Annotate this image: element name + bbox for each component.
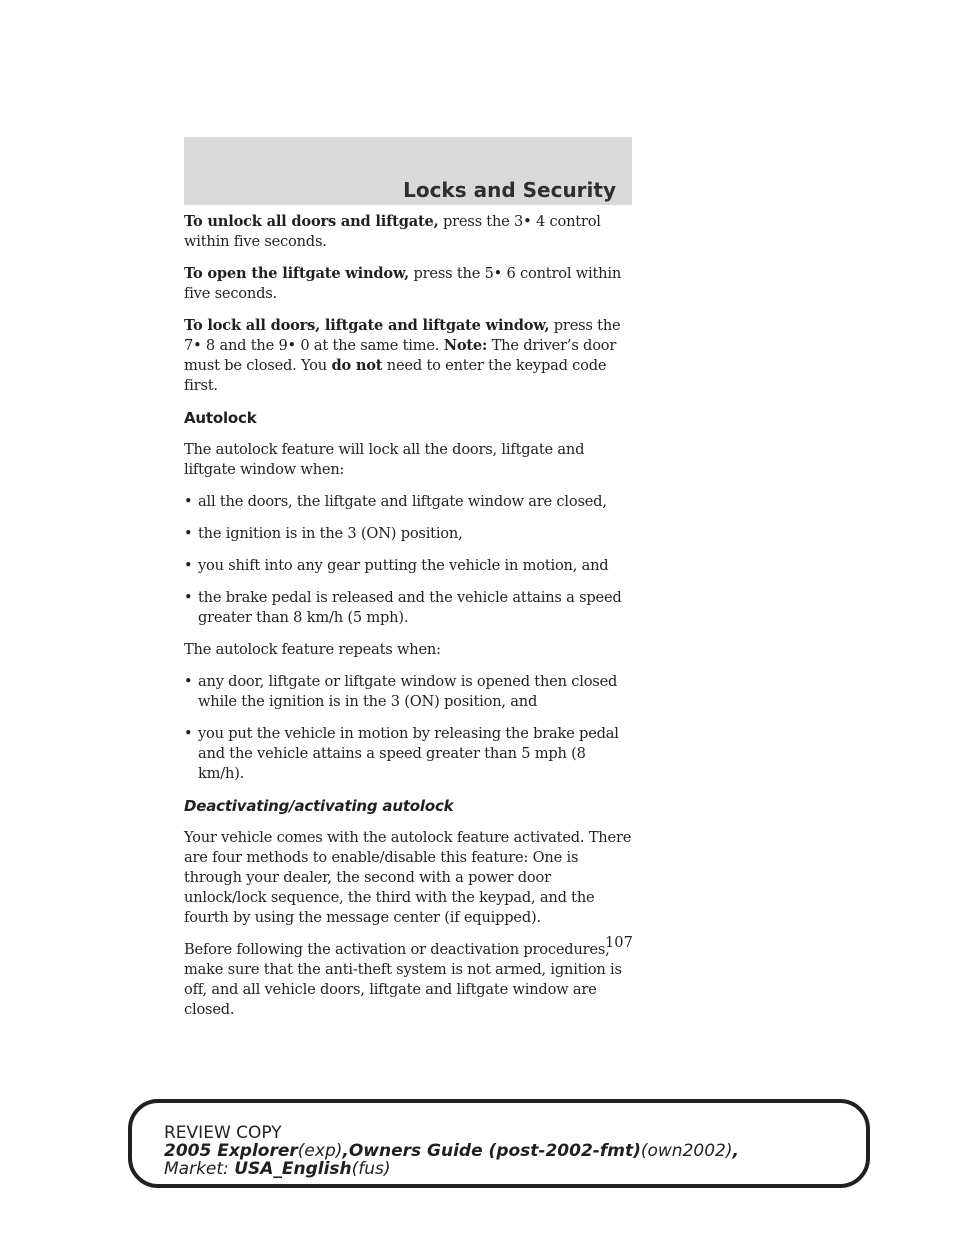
section-title: Locks and Security (403, 178, 616, 202)
market-code: (fus) (351, 1159, 391, 1179)
list-item (184, 492, 632, 512)
keypad-liftgate-lead: To open the liftgate window, (184, 265, 410, 282)
review-market-line (164, 1160, 739, 1178)
review-copy-label: REVIEW COPY (164, 1123, 282, 1143)
section-header-band (184, 137, 632, 205)
bullet-icon: • (184, 525, 193, 542)
deactivating-paragraph-2: Before following the activation or deactivation procedures, make sure that the anti-theft system is not armed, ignition is off, and all vehicle doors, liftgate and liftgate window are closed. (184, 941, 622, 1018)
keypad-unlock-paragraph (184, 212, 632, 252)
bullet-icon: • (184, 725, 193, 742)
do-not-emphasis: do not (331, 357, 383, 374)
list-item (184, 672, 632, 712)
note-tail: need to enter the keypad code first. (184, 357, 607, 394)
list-item (184, 556, 632, 576)
list-item (184, 524, 632, 544)
market-name: USA_English (234, 1159, 352, 1179)
bullet-icon: • (184, 589, 193, 606)
autolock-intro: The autolock feature will lock all the doors, liftgate and liftgate window when: (184, 441, 585, 478)
bullet-icon: • (184, 557, 193, 574)
list-item-text: the brake pedal is released and the vehicle attains a speed greater than 8 km/h (5 mph). (198, 589, 622, 626)
list-item (184, 724, 632, 784)
keypad-liftgate-paragraph (184, 264, 632, 304)
list-item-text: any door, liftgate or liftgate window is opened then closed while the ignition is in the 3 (ON) position, and (198, 673, 618, 710)
deactivating-paragraph-1: Your vehicle comes with the autolock feature activated. There are four methods to enable/disable this feature: One is through your dealer, the second with a power door unlock/lock sequence, the third with the keypad, and the fourth by using the message center (if equipped). (184, 829, 632, 926)
list-item-text: the ignition is in the 3 (ON) position, (198, 525, 463, 542)
list-item (184, 588, 632, 628)
autolock-conditions-list (184, 492, 632, 628)
model-name: 2005 Explorer (164, 1141, 298, 1161)
keypad-liftgate-text: press the 5• 6 control within five seconds. (184, 265, 622, 302)
autolock-repeat-list (184, 672, 632, 784)
note-text: The driver’s door must be closed. You (184, 337, 617, 374)
list-item-text: all the doors, the liftgate and liftgate window are closed, (198, 493, 607, 510)
model-code: (exp) (297, 1141, 343, 1161)
list-item-text: you shift into any gear putting the vehicle in motion, and (198, 557, 609, 574)
page-content (184, 212, 632, 1032)
guide-name: Owners Guide (post-2002-fmt) (348, 1141, 641, 1161)
keypad-lock-paragraph (184, 316, 632, 396)
separator: , (342, 1141, 349, 1161)
market-label: Market: (164, 1159, 229, 1179)
keypad-lock-lead: To lock all doors, liftgate and liftgate window, (184, 317, 550, 334)
autolock-repeat-intro: The autolock feature repeats when: (184, 641, 441, 658)
separator: , (732, 1141, 739, 1161)
note-label: Note: (443, 337, 488, 354)
page-number: 107 (605, 934, 633, 951)
keypad-unlock-lead: To unlock all doors and liftgate, (184, 213, 439, 230)
guide-code: (own2002) (640, 1141, 733, 1161)
keypad-unlock-text: press the 3• 4 control within five seconds. (184, 213, 601, 250)
list-item-text: you put the vehicle in motion by releasing the brake pedal and the vehicle attains a speed greater than 5 mph (8 km/h). (198, 725, 619, 782)
autolock-heading: Autolock (184, 409, 257, 427)
bullet-icon: • (184, 673, 193, 690)
keypad-lock-text: press the 7• 8 and the 9• 0 at the same time. (184, 317, 621, 354)
review-copy-text (164, 1124, 739, 1178)
deactivating-heading: Deactivating/activating autolock (184, 797, 454, 815)
review-model-line (164, 1142, 739, 1160)
bullet-icon: • (184, 493, 193, 510)
